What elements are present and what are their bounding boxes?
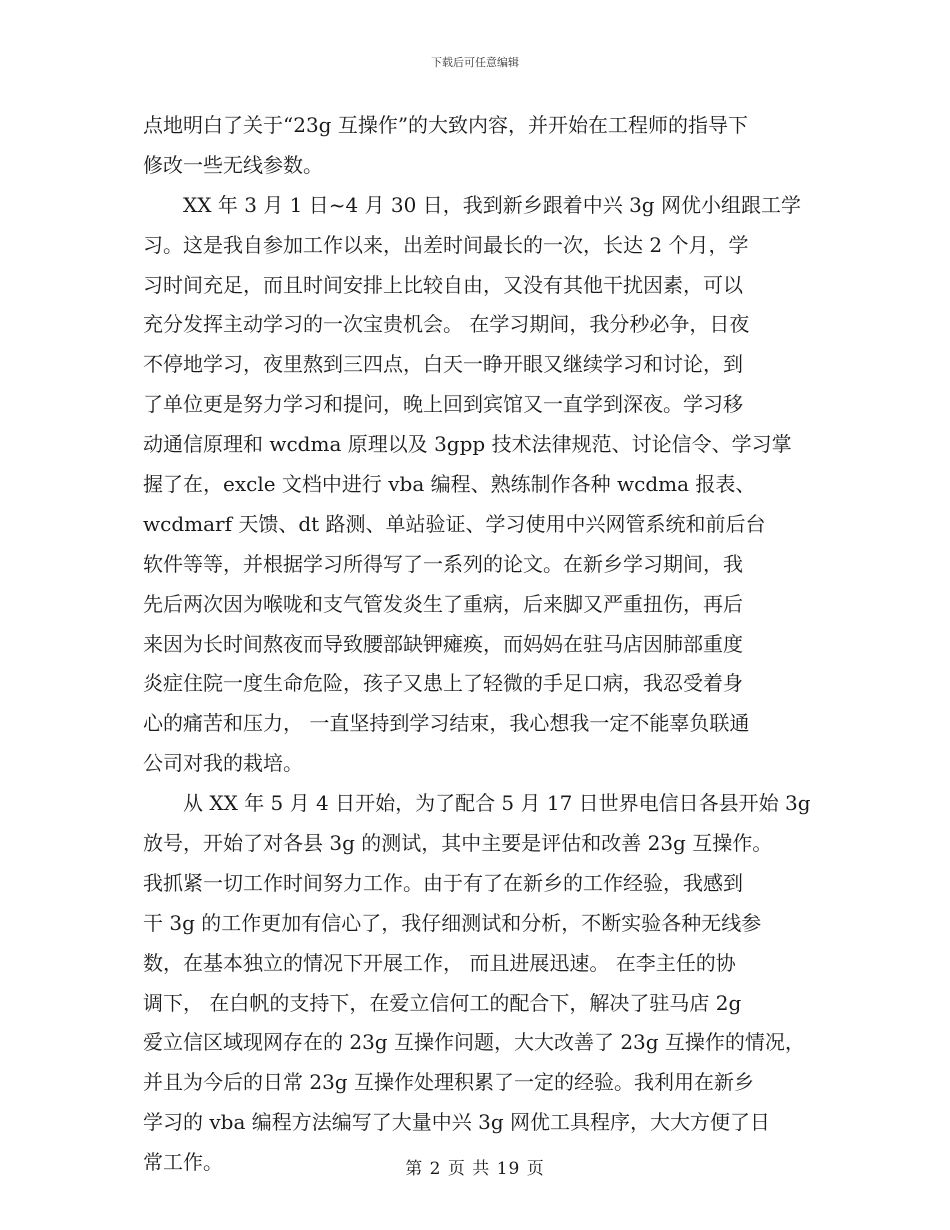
page-number-footer: 第 2 页 共 19 页 xyxy=(405,1159,545,1179)
text-line: 握了在，excle 文档中进行 vba 编程、熟练制作各种 wcdma 报表、 xyxy=(143,472,756,497)
text-line: wcdmarf 天馈、dt 路测、单站验证、学习使用中兴网管系统和前后台 xyxy=(143,511,766,536)
text-line: 了单位更是努力学习和提问，晚上回到宾馆又一直学到深夜。学习移 xyxy=(143,392,743,417)
text-line: 干 3g 的工作更加有信心了，我仔细测试和分析，不断实验各种无线参 xyxy=(143,910,762,935)
text-line: 数，在基本独立的情况下开展工作， 而且进展迅速。 在李主任的协 xyxy=(143,950,736,975)
page-header: 下载后可任意编辑 xyxy=(431,56,519,69)
text-line: 点地明白了关于“23g 互操作”的大致内容，并开始在工程师的指导下 xyxy=(143,113,749,137)
text-line: 修改一些无线参数。 xyxy=(143,152,323,177)
paragraph-start-line: XX 年 3 月 1 日~4 月 30 日，我到新乡跟着中兴 3g 网优小组跟工学 xyxy=(183,192,801,217)
text-line: 先后两次因为喉咙和支气管发炎生了重病，后来脚又严重扭伤，再后 xyxy=(143,591,743,616)
text-line: 公司对我的栽培。 xyxy=(143,751,303,776)
document-body xyxy=(143,106,833,1183)
text-line: 心的痛苦和压力， 一直坚持到学习结束，我心想我一定不能辜负联通 xyxy=(143,711,750,736)
text-line: 我抓紧一切工作时间努力工作。由于有了在新乡的工作经验，我感到 xyxy=(143,870,743,895)
text-line: 常工作。 xyxy=(143,1150,223,1175)
text-line: 动通信原理和 wcdma 原理以及 3gpp 技术法律规范、讨论信令、学习掌 xyxy=(143,432,792,457)
text-line: 习。这是我自参加工作以来，出差时间最长的一次，长达 2 个月，学 xyxy=(143,232,749,257)
text-line: 学习的 vba 编程方法编写了大量中兴 3g 网优工具程序，大大方便了日 xyxy=(143,1110,770,1135)
text-line: 来因为长时间熬夜而导致腰部缺钾瘫痪，而妈妈在驻马店因肺部重度 xyxy=(143,631,743,656)
text-line: 炎症住院一度生命危险，孩子又患上了轻微的手足口病，我忍受着身 xyxy=(143,671,743,696)
text-line: 调下， 在白帆的支持下，在爱立信何工的配合下，解决了驻马店 2g xyxy=(143,990,742,1015)
text-line: 充分发挥主动学习的一次宝贵机会。 在学习期间，我分秒必争，日夜 xyxy=(143,312,750,337)
text-line: 软件等等，并根据学习所得写了一系列的论文。在新乡学习期间，我 xyxy=(143,551,743,576)
paragraph-start-line: 从 XX 年 5 月 4 日开始，为了配合 5 月 17 日世界电信日各县开始 3g xyxy=(183,791,811,816)
text-line: 爱立信区域现网存在的 23g 互操作问题，大大改善了 23g 互操作的情况， xyxy=(143,1030,805,1055)
text-line: 并且为今后的日常 23g 互操作处理积累了一定的经验。我利用在新乡 xyxy=(143,1070,754,1095)
text-line: 习时间充足，而且时间安排上比较自由，又没有其他干扰因素，可以 xyxy=(143,272,743,297)
text-line: 放号，开始了对各县 3g 的测试，其中主要是评估和改善 23g 互操作。 xyxy=(143,831,773,856)
text-line: 不停地学习，夜里熬到三四点，白天一睁开眼又继续学习和讨论，到 xyxy=(143,352,743,377)
